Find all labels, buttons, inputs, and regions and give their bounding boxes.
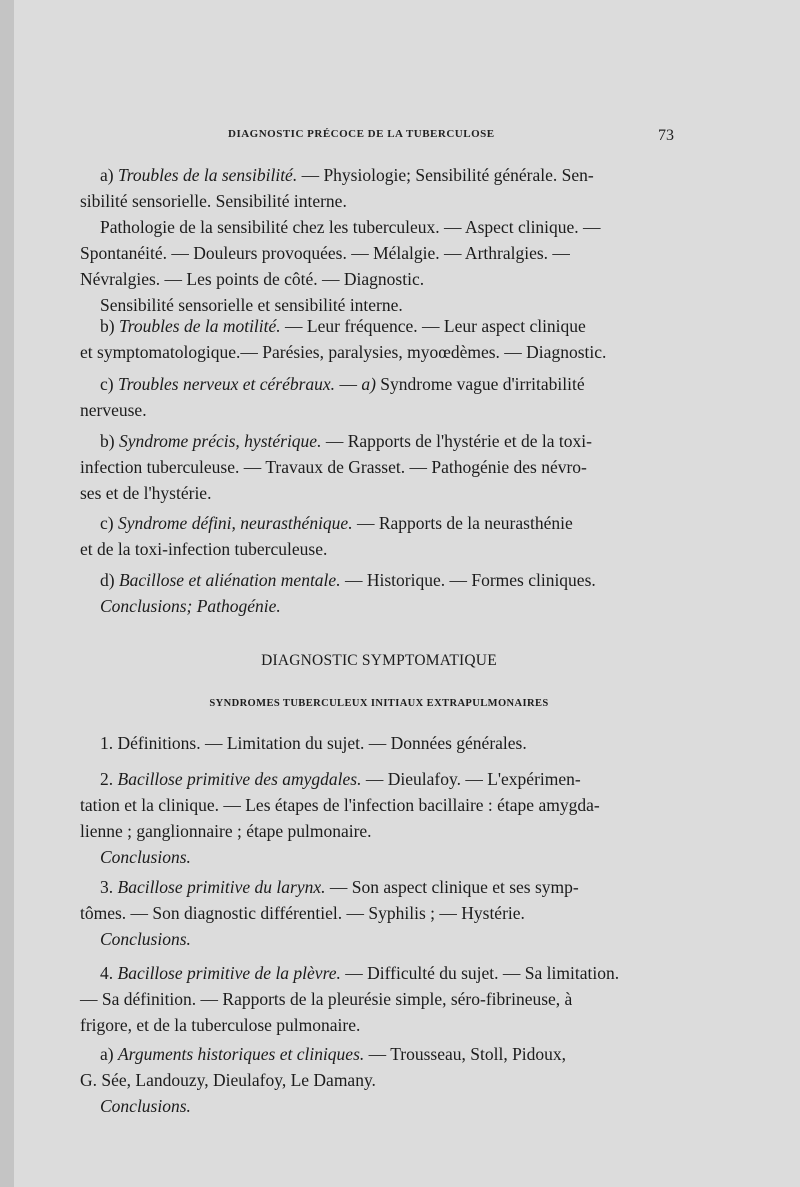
item-title: Troubles de la sensibilité.	[117, 165, 298, 185]
item-label: a)	[100, 165, 114, 185]
item-text: — Leur fréquence. — Leur aspect clinique	[285, 316, 586, 336]
paragraph-nerveux	[80, 371, 678, 423]
paragraph-hysterique	[80, 428, 678, 506]
paragraph-line: nerveuse.	[80, 400, 147, 420]
paragraph-motilite	[80, 313, 678, 365]
item-title: Bacillose primitive du larynx.	[117, 877, 326, 897]
conclusion-text: Conclusions; Pathogénie.	[100, 596, 281, 616]
paragraph-line	[80, 1041, 678, 1067]
paragraph-item-4	[80, 960, 678, 1038]
item-title: Troubles nerveux et cérébraux.	[117, 374, 336, 394]
paragraph-line: — Sa définition. — Rapports de la pleurésie simple, séro-fibrineuse, à	[80, 989, 573, 1009]
conclusion-text: Conclusions.	[100, 847, 191, 867]
paragraph-line	[80, 567, 678, 593]
item-text: — Rapports de la neurasthénie	[352, 513, 573, 533]
paragraph-item-1	[80, 730, 678, 756]
paragraph-line	[80, 766, 678, 792]
item-text: — Physiologie; Sensibilité générale. Sen-	[297, 165, 594, 185]
paragraph-item-3	[80, 874, 678, 952]
paragraph-line	[80, 874, 678, 900]
item-text: — Difficulté du sujet. — Sa limitation.	[340, 963, 620, 983]
paragraph-line: sibilité sensorielle. Sensibilité interne.	[80, 191, 347, 211]
item-text: —	[335, 374, 362, 394]
paragraph-line	[80, 313, 678, 339]
item-label: c)	[100, 374, 114, 394]
item-title: Bacillose et aliénation mentale.	[118, 570, 341, 590]
paragraph-line	[80, 960, 678, 986]
item-text: — Dieulafoy. — L'expérimen-	[361, 769, 581, 789]
paragraph-line	[80, 1093, 678, 1119]
paragraph-line	[80, 593, 678, 619]
paragraph-line	[80, 162, 678, 188]
paragraph-line: et symptomatologique.— Parésies, paralysies, myoœdèmes. — Diagnostic.	[80, 342, 607, 362]
item-number: 2.	[100, 769, 114, 789]
item-number: 3.	[100, 877, 114, 897]
item-text: — Historique. — Formes cliniques.	[340, 570, 596, 590]
paragraph-line: Pathologie de la sensibilité chez les tuberculeux. — Aspect clinique. —	[100, 217, 601, 237]
item-title: Syndrome défini, neurasthénique.	[117, 513, 353, 533]
subsection-heading: SYNDROMES TUBERCULEUX INITIAUX EXTRAPULMONAIRES	[209, 698, 549, 709]
sub-label: a)	[361, 374, 376, 394]
paragraph-line: Névralgies. — Les points de côté. — Diagnostic.	[80, 269, 425, 289]
conclusion-text: Conclusions.	[100, 1096, 191, 1116]
paragraph-sensibilite	[80, 162, 678, 318]
paragraph-line	[80, 844, 678, 870]
item-title: Syndrome précis, hystérique.	[118, 431, 322, 451]
paragraph-alienation	[80, 567, 678, 619]
section-heading: DIAGNOSTIC SYMPTOMATIQUE	[261, 652, 497, 669]
item-text: — Trousseau, Stoll, Pidoux,	[364, 1044, 567, 1064]
paragraph-line	[80, 371, 678, 397]
item-label: b)	[100, 431, 115, 451]
item-label: c)	[100, 513, 114, 533]
paragraph-line	[80, 510, 678, 536]
paragraph-line: tômes. — Son diagnostic différentiel. — Syphilis ; — Hystérie.	[80, 903, 525, 923]
item-label: a)	[100, 1044, 114, 1064]
item-number: 4.	[100, 963, 114, 983]
item-text: — Son aspect clinique et ses symp-	[325, 877, 579, 897]
item-title: Troubles de la motilité.	[118, 316, 281, 336]
paragraph-line: Spontanéité. — Douleurs provoquées. — Mélalgie. — Arthralgies. —	[80, 243, 570, 263]
item-title: Arguments historiques et cliniques.	[117, 1044, 365, 1064]
page-number: 73	[658, 127, 674, 144]
paragraph-line: Sensibilité sensorielle et sensibilité interne.	[100, 295, 403, 315]
paragraph-line	[80, 428, 678, 454]
item-text: — Rapports de l'hystérie et de la toxi-	[321, 431, 592, 451]
paragraph-line: infection tuberculeuse. — Travaux de Grasset. — Pathogénie des névro-	[80, 457, 587, 477]
item-text: Syndrome vague d'irritabilité	[375, 374, 585, 394]
page-edge-shadow	[0, 0, 14, 1187]
paragraph-line: et de la toxi-infection tuberculeuse.	[80, 539, 328, 559]
item-title: Bacillose primitive des amygdales.	[117, 769, 362, 789]
paragraph-line: frigore, et de la tuberculose pulmonaire.	[80, 1015, 361, 1035]
paragraph-line: lienne ; ganglionnaire ; étape pulmonaire.	[80, 821, 372, 841]
item-title: Bacillose primitive de la plèvre.	[117, 963, 341, 983]
paragraph-line: ses et de l'hystérie.	[80, 483, 212, 503]
paragraph-neurasthenique	[80, 510, 678, 562]
paragraph-line: tation et la clinique. — Les étapes de l'infection bacillaire : étape amygda-	[80, 795, 600, 815]
item-label: b)	[100, 316, 115, 336]
paragraph-line	[80, 926, 678, 952]
paragraph-line: 1. Définitions. — Limitation du sujet. — Données générales.	[100, 733, 527, 753]
running-title: DIAGNOSTIC PRÉCOCE DE LA TUBERCULOSE	[228, 128, 495, 140]
paragraph-item-2	[80, 766, 678, 870]
item-label: d)	[100, 570, 115, 590]
paragraph-line: G. Sée, Landouzy, Dieulafoy, Le Damany.	[80, 1070, 376, 1090]
conclusion-text: Conclusions.	[100, 929, 191, 949]
paragraph-item-4a	[80, 1041, 678, 1119]
